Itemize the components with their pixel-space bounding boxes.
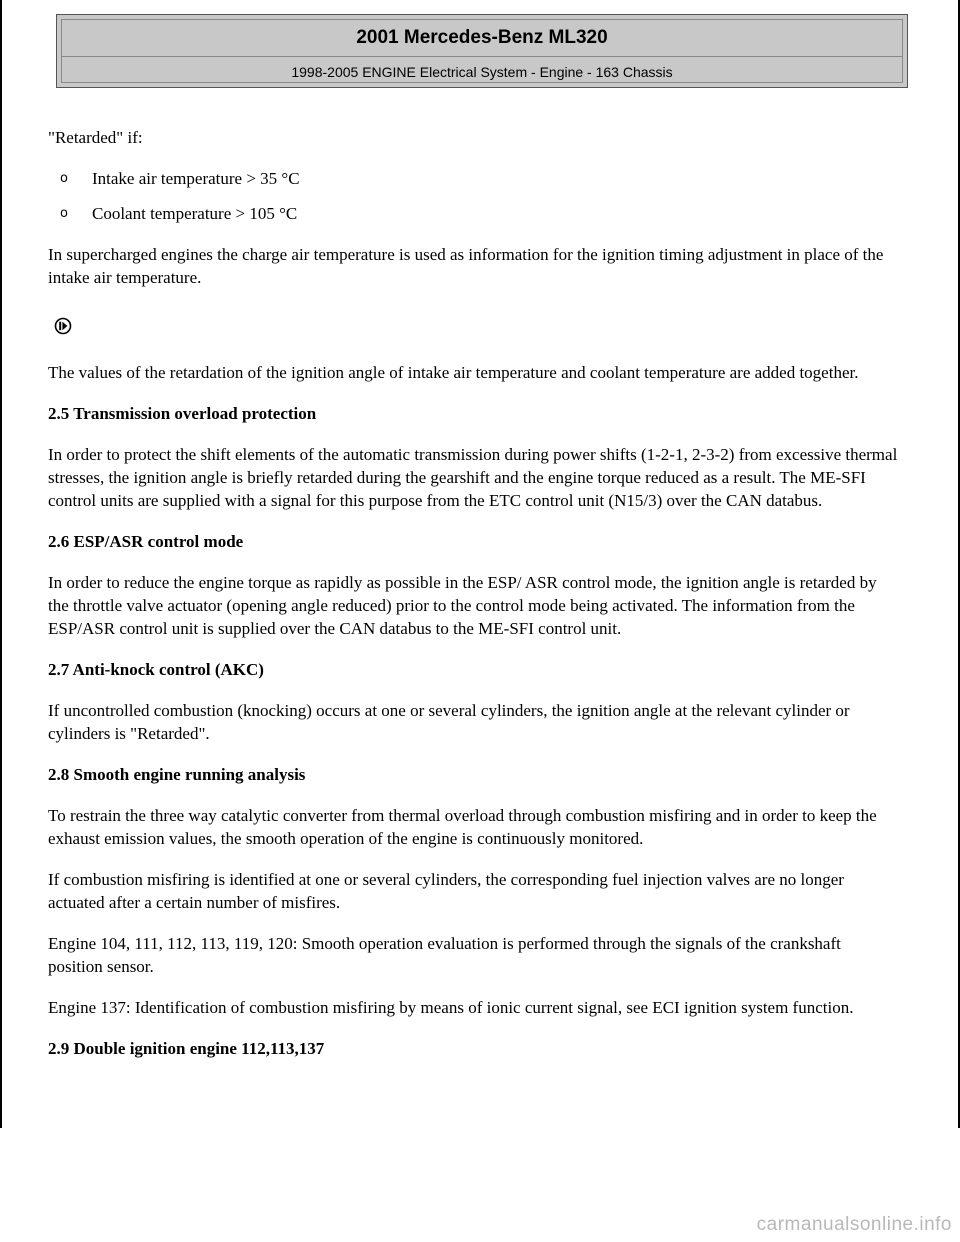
heading-2-9: 2.9 Double ignition engine 112,113,137 <box>48 1039 325 1058</box>
header-title: 2001 Mercedes-Benz ML320 <box>356 27 608 48</box>
bullet-icon: o <box>60 171 68 186</box>
paragraph-2-7: If uncontrolled combustion (knocking) occurs at one or several cylinders, the ignition angle at the relevant cylinder or cylinders is "Retarded". <box>48 701 850 743</box>
heading-2-8: 2.8 Smooth engine running analysis <box>48 765 306 784</box>
list-item-text: Coolant temperature > 105 °C <box>92 204 298 223</box>
next-page-arrow-icon-svg <box>54 317 72 335</box>
paragraph-2-8a: To restrain the three way catalytic converter from thermal overload through combustion misfiring and in order to keep the exhaust emission values, the smooth operation of the engine is continuously monitored. <box>48 806 877 848</box>
paragraph-values: The values of the retardation of the ignition angle of intake air temperature and coolant temperature are added together. <box>48 363 859 382</box>
paragraph-2-8c: Engine 104, 111, 112, 113, 119, 120: Smooth operation evaluation is performed through the signals of the crankshaft position sensor. <box>48 934 841 976</box>
paragraph-2-8b: If combustion misfiring is identified at one or several cylinders, the corresponding fuel injection valves are no longer actuated after a certain number of misfires. <box>48 870 844 912</box>
header-subtitle: 1998-2005 ENGINE Electrical System - Engine - 163 Chassis <box>291 64 673 80</box>
page-header <box>56 14 908 88</box>
paragraph-supercharged: In supercharged engines the charge air temperature is used as information for the ignition timing adjustment in place of the intake air temperature. <box>48 245 884 287</box>
header-frame <box>61 19 903 83</box>
condition-list <box>48 167 898 225</box>
heading-2-6: 2.6 ESP/ASR control mode <box>48 532 244 551</box>
paragraph-2-8d: Engine 137: Identification of combustion misfiring by means of ionic current signal, see ECI ignition system function. <box>48 998 854 1017</box>
list-item <box>48 167 898 190</box>
retarded-if-text: "Retarded" if: <box>48 128 143 147</box>
header-divider <box>62 56 902 57</box>
heading-2-7: 2.7 Anti-knock control (AKC) <box>48 660 264 679</box>
page-content <box>48 126 898 1078</box>
list-item-text: Intake air temperature > 35 °C <box>92 169 300 188</box>
watermark: carmanualsonline.info <box>756 1214 952 1235</box>
bullet-icon: o <box>60 206 68 221</box>
left-border <box>0 0 2 1128</box>
list-item <box>48 202 898 225</box>
paragraph-2-6: In order to reduce the engine torque as rapidly as possible in the ESP/ ASR control mode, the ignition angle is retarded by the throttle valve actuator (opening angle reduced) prior to the control mode being activated. The information from the ESP/ASR control unit is supplied over the CAN databus to the ME-SFI control unit. <box>48 573 877 638</box>
next-page-arrow-icon[interactable] <box>48 307 898 361</box>
paragraph-2-5: In order to protect the shift elements of the automatic transmission during power shifts (1-2-1, 2-3-2) from excessive thermal stresses, the ignition angle is briefly retarded during the gearshift and the engine torque reduced as a result. The ME-SFI control units are supplied with a signal for this purpose from the ETC control unit (N15/3) over the CAN databus. <box>48 445 898 510</box>
heading-2-5: 2.5 Transmission overload protection <box>48 404 317 423</box>
